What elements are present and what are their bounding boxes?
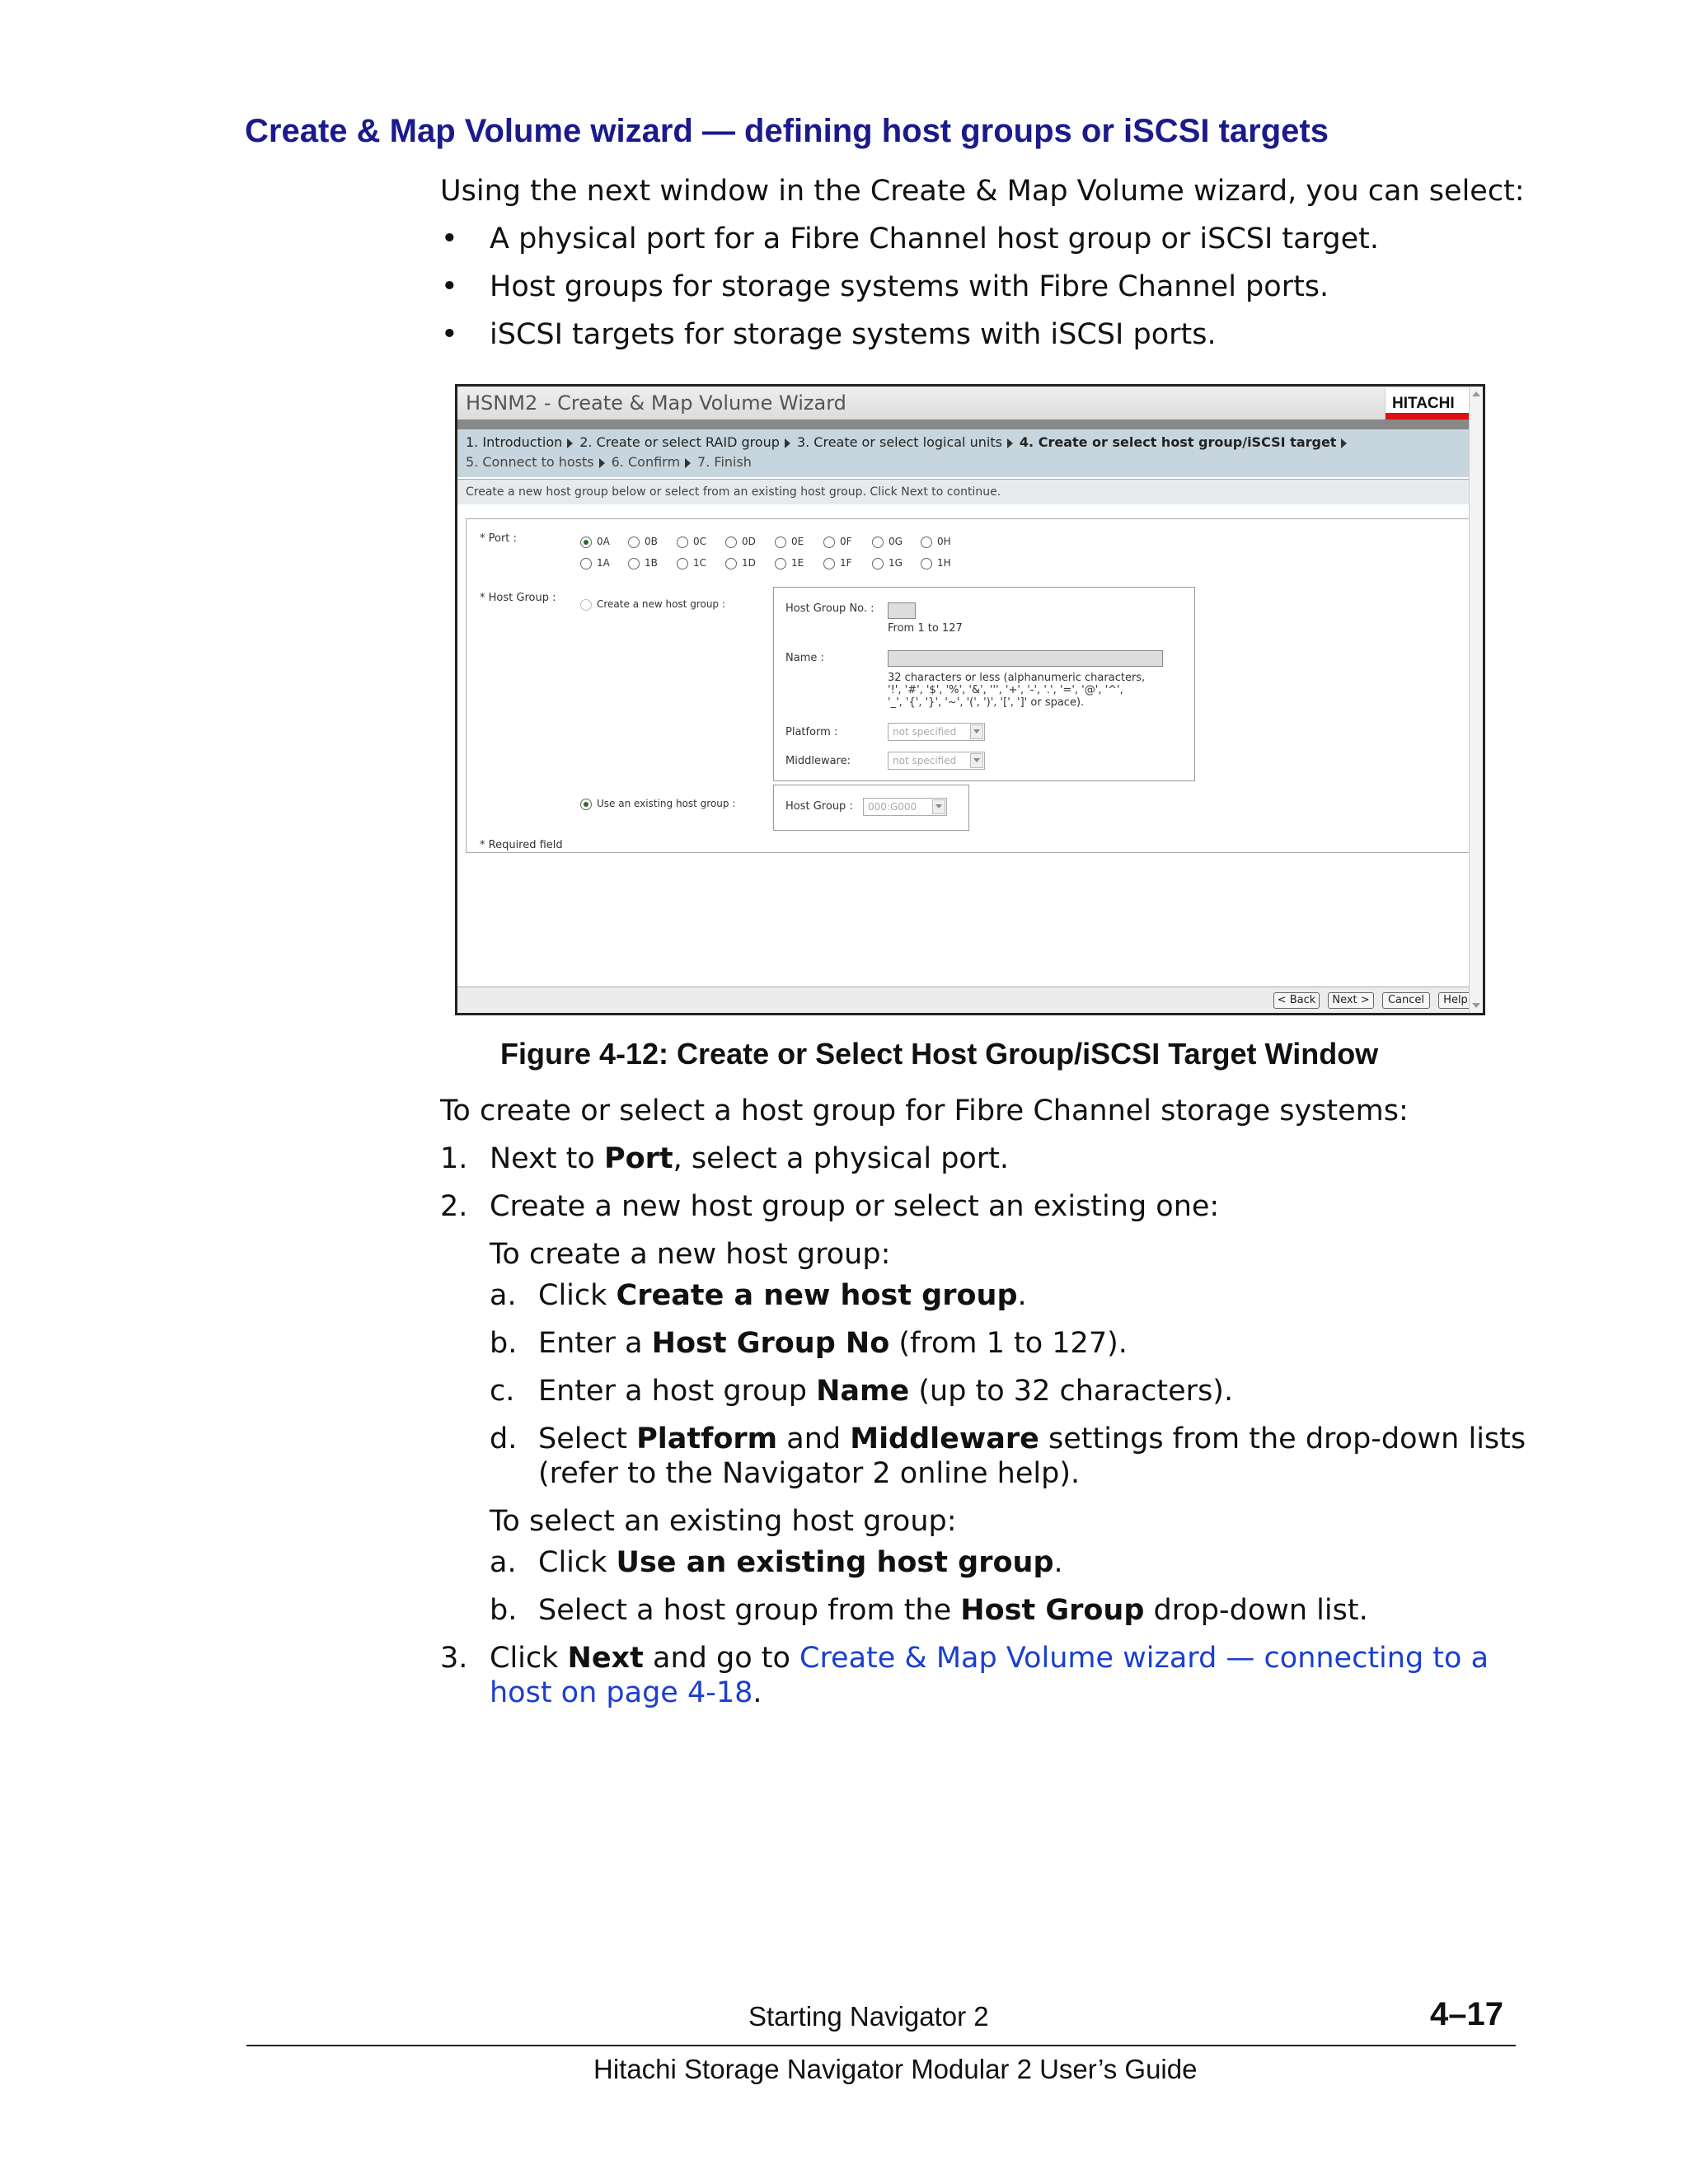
create-new-label: Create a new host group : [597, 598, 725, 610]
port-label-0d: 0D [742, 536, 756, 547]
port-radio-1g[interactable] [872, 557, 903, 569]
name-hint-line3: '_', '{', '}', '~', '(', ')', '[', ']' or space). [888, 696, 1085, 709]
radio-icon [823, 558, 835, 569]
bullet-symbol: • [441, 270, 458, 303]
host-group-no-hint: From 1 to 127 [888, 622, 963, 635]
port-label-1g: 1G [889, 557, 903, 569]
help-button[interactable]: Help [1438, 992, 1473, 1009]
name-label: Name : [785, 652, 824, 664]
port-radio-1a[interactable] [580, 557, 610, 569]
middleware-value: not specified [893, 755, 957, 766]
port-label-0h: 0H [937, 536, 951, 547]
port-label-0f: 0F [840, 536, 852, 547]
middleware-select[interactable] [888, 752, 985, 770]
step-finish: 7. Finish [697, 454, 752, 470]
chevron-down-icon [970, 724, 983, 739]
radio-selected-icon [580, 799, 592, 810]
port-radio-1b[interactable] [628, 557, 658, 569]
substep-text: Click [538, 1546, 617, 1579]
substep-text: Select a host group from the [538, 1594, 961, 1627]
radio-icon [725, 537, 737, 548]
port-radio-1f[interactable] [823, 557, 852, 569]
section-heading: Create & Map Volume wizard — defining host groups or iSCSI targets [245, 113, 1329, 149]
port-radio-1d[interactable] [725, 557, 756, 569]
page-number: 4–17 [1430, 1996, 1503, 2032]
substep-letter: b. [490, 1594, 518, 1627]
instruction-text: Create a new host group below or select from an existing host group. Click Next to continue. [466, 485, 1001, 499]
substep-letter: c. [490, 1375, 515, 1408]
host-group-no-label: Host Group No. : [785, 602, 874, 615]
existing-group-intro: To select an existing host group: [490, 1505, 957, 1538]
footer-section: Starting Navigator 2 [748, 2001, 989, 2032]
port-label-0e: 0E [791, 536, 804, 547]
host-group-select[interactable] [863, 798, 947, 816]
substep-text: Select [538, 1422, 637, 1455]
substep-new-d [538, 1421, 1526, 1457]
cancel-button[interactable]: Cancel [1382, 992, 1430, 1009]
host-group-select-value: 000:G000 [868, 801, 917, 813]
radio-selected-icon [580, 537, 592, 548]
substep-text: Enter a host group [538, 1375, 817, 1408]
substep-bold: Host Group [960, 1594, 1145, 1627]
port-label-1a: 1A [597, 557, 610, 569]
port-label-1b: 1B [645, 557, 658, 569]
radio-icon [580, 599, 592, 611]
port-radio-1c[interactable] [677, 557, 706, 569]
port-radio-1h[interactable] [921, 557, 951, 569]
substep-new-c [538, 1373, 1233, 1409]
step-arrow-icon [685, 458, 691, 468]
step-3-text: and go to [643, 1642, 799, 1675]
radio-icon [775, 558, 786, 569]
substep-text-end: . [1017, 1279, 1027, 1312]
bullet-symbol: • [441, 223, 458, 255]
cross-reference-link[interactable]: Create & Map Volume wizard — connecting to a [799, 1642, 1489, 1675]
step-1-text: Next to [490, 1142, 604, 1175]
footer-guide-title: Hitachi Storage Navigator Modular 2 User’s Guide [593, 2054, 1198, 2084]
instruction-bar [457, 479, 1471, 504]
step-arrow-icon [567, 438, 573, 448]
substep-bold: Middleware [850, 1422, 1039, 1455]
use-existing-label: Use an existing host group : [597, 798, 736, 809]
name-hint-line2: '!', '#', '$', '%', '&', ''', '+', '-', '.', '=', '@', '^', [888, 684, 1123, 696]
step-3-bold: Next [567, 1642, 644, 1675]
substep-text-end: . [1053, 1546, 1063, 1579]
intro-paragraph: Using the next window in the Create & Map Volume wizard, you can select: [440, 175, 1525, 208]
step-3-text: Click [490, 1642, 568, 1675]
title-divider [457, 419, 1483, 429]
port-radio-1e[interactable] [775, 557, 804, 569]
radio-icon [628, 558, 640, 569]
button-bar [457, 987, 1471, 1014]
step-1-text-end: , select a physical port. [673, 1142, 1010, 1175]
port-radio-0c[interactable] [677, 536, 706, 548]
radio-icon [677, 558, 688, 569]
hitachi-logo [1385, 388, 1471, 421]
middleware-label: Middleware: [785, 755, 851, 767]
substep-new-b [538, 1325, 1128, 1361]
port-label-0b: 0B [645, 536, 658, 547]
port-label-0g: 0G [889, 536, 903, 547]
bullet-symbol: • [441, 318, 458, 351]
window-title-bar [457, 387, 1483, 420]
host-group-label: * Host Group : [480, 592, 556, 604]
radio-icon [725, 558, 737, 569]
cross-reference-link-page[interactable]: host on page 4-18 [490, 1676, 753, 1709]
host-group-form [466, 518, 1476, 853]
required-note: * Required field [480, 839, 563, 851]
radio-icon [677, 537, 688, 548]
bullet-item: A physical port for a Fibre Channel host group or iSCSI target. [490, 223, 1379, 255]
radio-icon [628, 537, 640, 548]
existing-host-group-panel [773, 785, 969, 831]
step-confirm: 6. Confirm [611, 454, 681, 470]
port-label-1e: 1E [791, 557, 804, 569]
step-arrow-icon [599, 458, 605, 468]
substep-bold: Use an existing host group [616, 1546, 1054, 1579]
substep-new-d-line2: (refer to the Navigator 2 online help). [538, 1457, 1081, 1490]
port-label-1c: 1C [693, 557, 707, 569]
footer-divider [246, 2045, 1516, 2046]
scroll-down-icon [1472, 1003, 1480, 1008]
substep-letter: a. [490, 1279, 517, 1312]
back-button[interactable]: < Back [1273, 992, 1320, 1009]
wizard-screenshot [455, 384, 1485, 1015]
name-hint-line1: 32 characters or less (alphanumeric characters, [888, 672, 1146, 684]
substep-text-end: drop-down list. [1144, 1594, 1368, 1627]
substep-text-end: (up to 32 characters). [909, 1375, 1234, 1408]
substep-letter: b. [490, 1327, 518, 1360]
platform-value: not specified [893, 726, 957, 738]
step-number: 1. [440, 1142, 468, 1175]
window-title: HSNM2 - Create & Map Volume Wizard [466, 391, 846, 415]
port-label: * Port : [480, 532, 517, 545]
radio-icon [872, 558, 884, 569]
step-arrow-icon [785, 438, 790, 448]
port-label-1f: 1F [840, 557, 852, 569]
bullet-item: iSCSI targets for storage systems with iSCSI ports. [490, 318, 1217, 351]
substep-text: and [777, 1422, 851, 1455]
new-host-group-panel [773, 587, 1195, 781]
port-label-1d: 1D [742, 557, 756, 569]
substep-existing-b [538, 1592, 1368, 1629]
substep-text-end: settings from the drop-down lists [1039, 1422, 1526, 1455]
step-host-group-current: 4. Create or select host group/iSCSI target [1019, 434, 1337, 450]
substep-text: Enter a [538, 1327, 652, 1360]
step-1 [490, 1141, 1009, 1177]
port-label-0a: 0A [597, 536, 610, 547]
next-button[interactable]: Next > [1328, 992, 1374, 1009]
step-1-bold: Port [603, 1142, 673, 1175]
step-3 [490, 1640, 1489, 1676]
step-3-end: . [753, 1676, 762, 1709]
name-input[interactable] [888, 650, 1163, 667]
port-radio-0d[interactable] [725, 536, 756, 548]
figure-caption: Figure 4-12: Create or Select Host Group/iSCSI Target Window [500, 1037, 1379, 1071]
substep-text-end: (from 1 to 127). [889, 1327, 1128, 1360]
host-group-no-input[interactable] [888, 602, 916, 619]
substep-bold: Platform [636, 1422, 778, 1455]
platform-label: Platform : [785, 726, 838, 738]
radio-icon [872, 537, 884, 548]
new-group-intro: To create a new host group: [490, 1238, 891, 1271]
create-new-host-group-radio[interactable] [580, 598, 725, 611]
port-radio-0f[interactable] [823, 536, 852, 548]
logo-text: HITACHI [1392, 395, 1455, 412]
substep-text: Click [538, 1279, 617, 1312]
use-existing-host-group-radio[interactable] [580, 798, 735, 810]
step-3-line2 [490, 1675, 762, 1711]
window-scrollbar[interactable] [1469, 387, 1483, 1013]
radio-icon [775, 537, 786, 548]
step-2: Create a new host group or select an existing one: [490, 1190, 1220, 1223]
radio-icon [823, 537, 835, 548]
port-label-0c: 0C [693, 536, 707, 547]
step-introduction: 1. Introduction [466, 434, 563, 450]
step-number: 3. [440, 1642, 468, 1675]
step-raid-group: 2. Create or select RAID group [579, 434, 780, 450]
step-logical-units: 3. Create or select logical units [796, 434, 1002, 450]
host-group-select-label: Host Group : [785, 800, 853, 813]
radio-icon [921, 537, 932, 548]
port-radio-0h[interactable] [921, 536, 951, 548]
port-radio-0a[interactable] [580, 536, 610, 548]
procedure-intro: To create or select a host group for Fibre Channel storage systems: [440, 1094, 1409, 1127]
substep-letter: d. [490, 1422, 518, 1455]
substep-new-a [538, 1277, 1027, 1314]
substep-existing-a [538, 1544, 1063, 1581]
radio-icon [921, 558, 932, 569]
radio-icon [580, 558, 592, 569]
substep-bold: Name [816, 1375, 910, 1408]
port-radio-0g[interactable] [872, 536, 903, 548]
port-radio-0e[interactable] [775, 536, 804, 548]
bullet-item: Host groups for storage systems with Fibre Channel ports. [490, 270, 1329, 303]
port-label-1h: 1H [937, 557, 951, 569]
step-arrow-icon [1007, 438, 1013, 448]
substep-bold: Host Group No [651, 1327, 890, 1360]
wizard-steps [457, 429, 1471, 477]
platform-select[interactable] [888, 723, 985, 741]
substep-bold: Create a new host group [616, 1279, 1018, 1312]
step-number: 2. [440, 1190, 468, 1223]
substep-letter: a. [490, 1546, 517, 1579]
chevron-down-icon [932, 799, 945, 814]
port-radio-0b[interactable] [628, 536, 658, 548]
scroll-up-icon [1472, 391, 1480, 396]
step-connect-hosts: 5. Connect to hosts [466, 454, 594, 470]
step-arrow-icon [1341, 438, 1347, 448]
chevron-down-icon [970, 753, 983, 768]
